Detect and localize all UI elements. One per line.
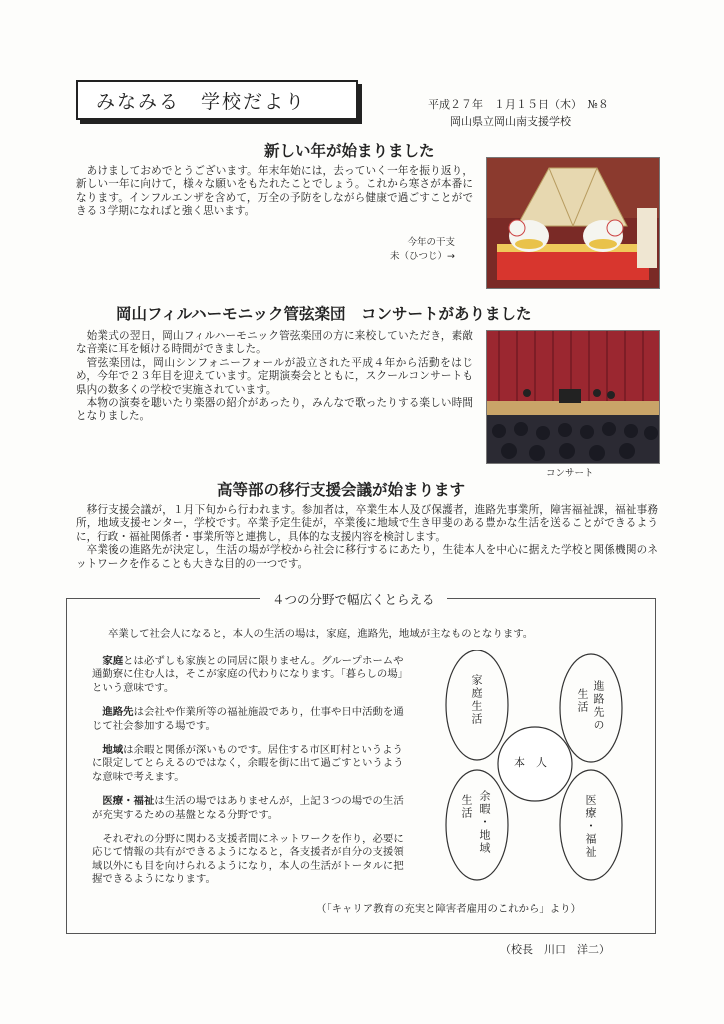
item-term: 医療・福祉 <box>102 795 155 808</box>
item-home <box>92 655 408 695</box>
section-heading-transition-meeting: 高等部の移行支援会議が始まります <box>217 481 466 499</box>
orchestra-stage-image <box>487 331 659 463</box>
item-term: 進路先 <box>102 706 134 719</box>
sheep-figurine-image <box>487 158 659 288</box>
section-heading-concert: 岡山フィルハーモニック管弦楽団 コンサートがありました <box>116 305 532 323</box>
box-source: （「キャリア教育の充実と障害者雇用のこれから」より） <box>316 903 581 915</box>
box-title: ４つの分野で幅広くとらえる <box>260 590 447 608</box>
box-intro: 卒業して社会人になると，本人の生活の場は，家庭，進路先，地域が主なものとなります。 <box>108 628 534 640</box>
concert-caption: コンサート <box>546 468 594 479</box>
item-term: 家庭 <box>102 655 124 667</box>
diagram-work-label: 進路先の <box>592 680 605 732</box>
school-name: 岡山県立岡山南支援学校 <box>450 115 571 128</box>
section-body-transition-meeting <box>76 504 658 571</box>
item-text: は会社や作業所等の福祉施設であり，仕事や日中活動を通じて社会参加する場です。 <box>92 706 404 732</box>
item-term: 地域 <box>102 744 124 757</box>
diagram-medical-label: 医療・福祉 <box>584 794 597 859</box>
life-domains-diagram <box>440 650 640 890</box>
paragraph: 卒業後の進路先が決定し，生活の場が学校から社会に移行するにあたり，生徒本人を中心に据えた学校と関係機関のネットワークを作ることも大きな目的の一つです。 <box>76 544 658 570</box>
eto-caption <box>330 236 455 264</box>
section-body-concert <box>76 330 473 424</box>
diagram-center-label: 本 人 <box>514 756 547 769</box>
diagram-community-label-2: 生活 <box>460 794 473 820</box>
concert-photo <box>486 330 660 464</box>
paragraph: 始業式の翌日，岡山フィルハーモニック管弦楽団の方に来校していただき，素敵な音楽に耳を傾ける時間ができました。 <box>76 330 473 356</box>
item-text: とは必ずしも家族との同居に限りません。グループホームや通勤寮に住む人は，そこが家庭の代わりになります。「暮らしの場」という意味です。 <box>92 655 404 694</box>
paragraph: 移行支援会議が，１月下旬から行われます。参加者は，卒業生本人及び保護者，進路先事業所，障害福祉課，福祉事務所，地域支援センター，学校です。卒業予定生徒が，卒業後に地域で生き甲斐のある豊かな生活を送ることができるように，行政・福祉関係者・事業所等と連携し，具体的な支援内容を検討します。 <box>76 504 658 543</box>
item-text: は生活の場ではありませんが，上記３つの場での生活が充実するための基盤となる分野です。 <box>92 795 404 821</box>
paragraph: 本物の演奏を聴いたり楽器の紹介があったり，みんなで歌ったりする楽しい時間となりました。 <box>76 397 473 423</box>
box-closing: それぞれの分野に関わる支援者間にネットワークを作り，必要に応じて情報の共有ができるようになると，各支援者が自分の支援領域以外にも目を向けられるようになり，本人の生活がトータルに把握できるようになります。 <box>92 833 404 886</box>
newsletter-title: みなみる 学校だより <box>96 90 307 113</box>
caption-line: 未（ひつじ）→ <box>390 251 455 262</box>
diagram-work-label-2: 生活 <box>576 688 589 714</box>
newsletter-title-box <box>76 80 358 120</box>
caption-line: 今年の干支 <box>407 237 455 248</box>
item-community <box>92 744 408 784</box>
diagram-community-label: 余暇・地域 <box>478 790 491 855</box>
section-body-new-year <box>76 165 473 219</box>
principal-signature: （校長 川口 洋二） <box>500 943 610 956</box>
diagram-home-label: 家庭生活 <box>470 674 483 726</box>
item-work <box>92 706 408 733</box>
item-medical <box>92 795 408 822</box>
paragraph: 管弦楽団は，岡山シンフォニーフォールが設立された平成４年から活動をはじめ，今年で２３年目を迎えています。定期演奏会とともに，スクールコンサートも県内の数多くの学校で実施されています。 <box>76 356 473 396</box>
paragraph: あけましておめでとうございます。年末年始には，去っていく一年を振り返り，新しい一年に向けて，様々な願いをもたれたことでしょう。これから寒さが本番になります。インフルエンザを含めて，万全の予防をしながら健康で過ごすことができる３学期になればと強く思います。 <box>76 165 473 218</box>
box-items <box>92 655 408 887</box>
eto-sheep-photo <box>486 157 660 289</box>
section-heading-new-year: 新しい年が始まりました <box>264 142 435 160</box>
item-text: は余暇と関係が深いものです。居住する市区町村というように限定してとらえるのではなく，余暇を街に出て過ごすというような意味で考えます。 <box>92 744 404 783</box>
issue-date: 平成２７年 １月１５日（木） №８ <box>428 98 609 111</box>
